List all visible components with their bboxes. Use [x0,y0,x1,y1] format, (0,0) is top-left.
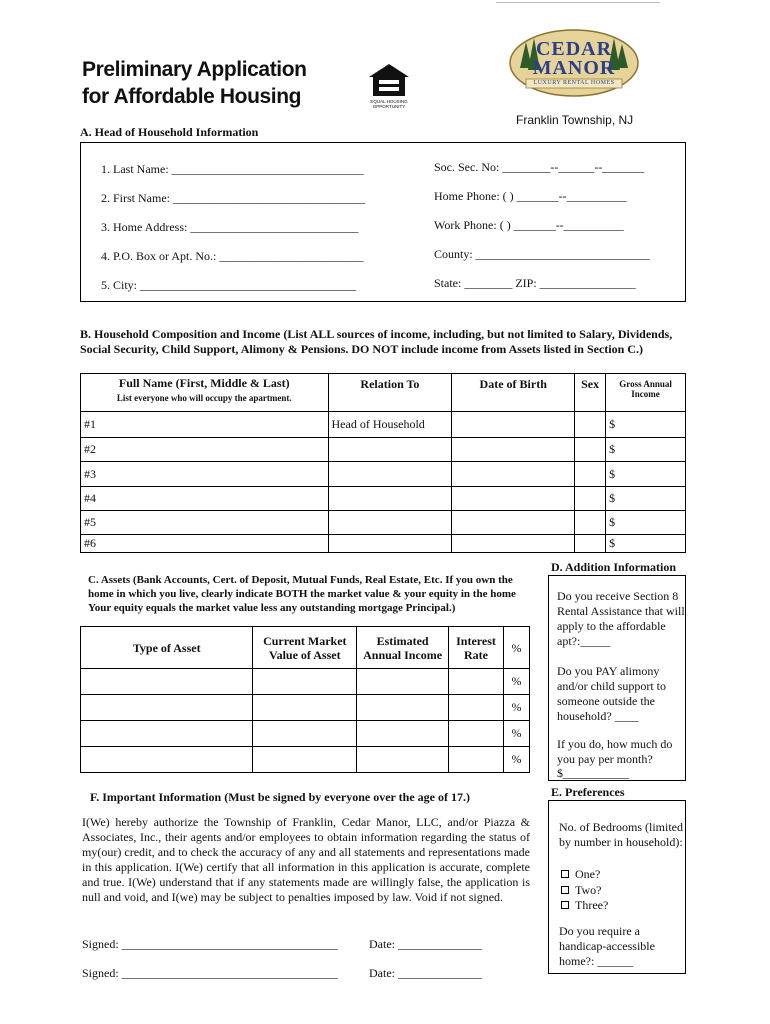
asset-rate-cell[interactable] [449,669,504,695]
table-row[interactable] [81,669,530,695]
home-phone-field[interactable]: Home Phone: ( ) _______--__________ [434,189,627,203]
row-number: #6 [81,535,329,553]
row-number: #3 [81,462,329,487]
po-box-field[interactable]: 4. P.O. Box or Apt. No.: ________________________ [101,249,364,263]
option-two[interactable] [561,883,601,898]
row-dob[interactable] [452,438,575,462]
row-income[interactable]: $ [606,438,686,462]
section-e-heading: E. Preferences [551,785,625,799]
row-relation[interactable] [328,535,452,553]
alimony-question[interactable]: Do you PAY alimony and/or child support to someone outside the household? ____ [557,664,666,723]
col-dob: Date of Birth [452,374,575,412]
city-field[interactable]: 5. City: ____________________________________ [101,278,357,292]
asset-income-cell[interactable] [357,721,449,747]
monthly-payment-answer[interactable]: $___________ [557,766,629,780]
asset-income-cell[interactable] [357,747,449,773]
col-full-name [81,374,329,412]
col-gross-income: Gross Annual Income [606,374,686,412]
row-relation[interactable] [328,462,452,487]
section-a-box [80,142,686,302]
table-row[interactable] [81,462,686,487]
row-dob[interactable] [452,487,575,511]
equal-housing-logo [368,63,410,109]
authorization-text: I(We) hereby authorize the Township of Franklin, Cedar Manor, LLC, and/or Piazza & Associates, Inc., their agents and/or employees to obtain information regarding the status of my(our) credit, and to check the accuracy of any and all statements and representations made in this application. I(We) certify that all information in this application is accurate, complete and true. I(We) understand that if any statements made are willingly false, the application is null and void, and I(we) may be subject to penalties imposed by law. Void if not signed. [82,815,530,904]
last-name-field[interactable]: 1. Last Name: ________________________________ [101,162,364,176]
row-dob[interactable] [452,412,575,438]
checkbox-icon[interactable] [561,901,569,909]
asset-rate-cell[interactable] [449,747,504,773]
row-number: #4 [81,487,329,511]
cedar-manor-logo [508,28,640,98]
asset-type-cell[interactable] [81,721,253,747]
row-relation[interactable] [328,487,452,511]
option-three-label: Three? [575,898,609,912]
row-income[interactable]: $ [606,462,686,487]
section8-question[interactable]: Do you receive Section 8 Rental Assistance that will apply to the affordable apt?:_____ [557,589,685,648]
ssn-field[interactable]: Soc. Sec. No: ________--______--_______ [434,160,645,174]
section-f-heading: F. Important Information (Must be signed by everyone over the age of 17.) [90,790,470,804]
house-icon [368,63,410,97]
signature-line-2[interactable]: Signed: ____________________________________ [82,966,338,980]
asset-value-cell[interactable] [253,721,357,747]
asset-type-cell[interactable] [81,669,253,695]
percent-cell: % [504,695,530,721]
col-full-name-label: Full Name (First, Middle & Last) [118,376,290,390]
section-b-heading: B. Household Composition and Income (List ALL sources of income, including, but not limited to Salary, Dividends, Social Security, Child Support, Alimony & Pensions. DO NOT include income from Assets listed in Section C.) [80,327,673,356]
row-dob[interactable] [452,511,575,535]
section-a-heading: A. Head of Household Information [80,125,259,139]
row-dob[interactable] [452,535,575,553]
col-annual-income: Estimated Annual Income [357,627,449,669]
asset-income-cell[interactable] [357,669,449,695]
table-row[interactable] [81,511,686,535]
signature-line-1[interactable]: Signed: ____________________________________ [82,937,338,951]
checkbox-icon[interactable] [561,886,569,894]
table-row[interactable] [81,535,686,553]
row-sex[interactable] [575,511,606,535]
household-table [80,373,686,553]
option-three[interactable] [561,898,608,913]
eho-label: EQUAL HOUSING OPPORTUNITY [370,99,408,109]
asset-type-cell[interactable] [81,695,253,721]
row-dob[interactable] [452,462,575,487]
top-rule [496,2,660,3]
section-d-heading: D. Addition Information [551,560,677,574]
table-row[interactable] [81,438,686,462]
col-interest-rate: Interest Rate [449,627,504,669]
checkbox-icon[interactable] [561,870,569,878]
option-one-label: One? [575,867,601,881]
row-income[interactable]: $ [606,412,686,438]
work-phone-field[interactable]: Work Phone: ( ) _______--__________ [434,218,624,232]
handicap-question[interactable]: Do you require a handicap-accessible home?: ______ [559,924,655,968]
col-market-value: Current Market Value of Asset [253,627,357,669]
option-two-label: Two? [575,883,602,897]
table-row[interactable] [81,695,530,721]
county-field[interactable]: County: _____________________________ [434,247,650,261]
first-name-field[interactable]: 2. First Name: ________________________________ [101,191,365,205]
percent-cell: % [504,669,530,695]
col-asset-type: Type of Asset [81,627,253,669]
col-sex: Sex [575,374,606,412]
row-relation[interactable] [328,438,452,462]
logo-text-manor: MANOR [532,57,616,79]
row-income[interactable]: $ [606,535,686,553]
asset-value-cell[interactable] [253,695,357,721]
section-d-box [548,575,686,781]
asset-income-cell[interactable] [357,695,449,721]
row-relation[interactable] [328,511,452,535]
row-income[interactable]: $ [606,511,686,535]
row-number: #1 [81,412,329,438]
row-number: #2 [81,438,329,462]
home-address-field[interactable]: 3. Home Address: ____________________________ [101,220,359,234]
row-income[interactable]: $ [606,487,686,511]
location-label: Franklin Township, NJ [516,113,634,127]
logo-text-cedar: CEDAR [535,38,613,60]
row-sex[interactable] [575,487,606,511]
monthly-payment-question: If you do, how much do you pay per month? [557,737,673,766]
row-sex[interactable] [575,535,606,553]
page-title [82,56,307,110]
asset-rate-cell[interactable] [449,721,504,747]
state-zip-field[interactable]: State: ________ ZIP: ________________ [434,276,636,290]
col-relation: Relation To [328,374,452,412]
percent-cell: % [504,721,530,747]
row-relation[interactable]: Head of Household [328,412,452,438]
col-full-name-sub: List everyone who will occupy the apartment. [116,393,292,403]
table-row[interactable] [81,747,530,773]
asset-value-cell[interactable] [253,747,357,773]
row-number: #5 [81,511,329,535]
table-row[interactable] [81,412,686,438]
title-line-2: for Affordable Housing [82,85,302,108]
col-percent: % [504,627,530,669]
section-e-box [548,800,686,974]
table-row[interactable] [81,487,686,511]
asset-type-cell[interactable] [81,747,253,773]
asset-value-cell[interactable] [253,669,357,695]
section-c-heading: C. Assets (Bank Accounts, Cert. of Deposit, Mutual Funds, Real Estate, Etc. If you own the home in which you live, clearly indicate BOTH the market value & your equity in the home Your equity equals the market value less any outstanding mortgage Principal.) [88,574,516,614]
table-row[interactable] [81,721,530,747]
title-line-1: Preliminary Application [82,58,307,81]
percent-cell: % [504,747,530,773]
row-sex[interactable] [575,462,606,487]
row-sex[interactable] [575,438,606,462]
bedrooms-label: No. of Bedrooms (limited by number in household): [559,820,683,849]
option-one[interactable] [561,867,600,882]
date-line-2[interactable]: Date: ______________ [369,966,482,980]
asset-rate-cell[interactable] [449,695,504,721]
logo-tagline: LUXURY RENTAL HOMES [533,80,615,86]
date-line-1[interactable]: Date: ______________ [369,937,482,951]
row-sex[interactable] [575,412,606,438]
assets-table [80,626,530,773]
